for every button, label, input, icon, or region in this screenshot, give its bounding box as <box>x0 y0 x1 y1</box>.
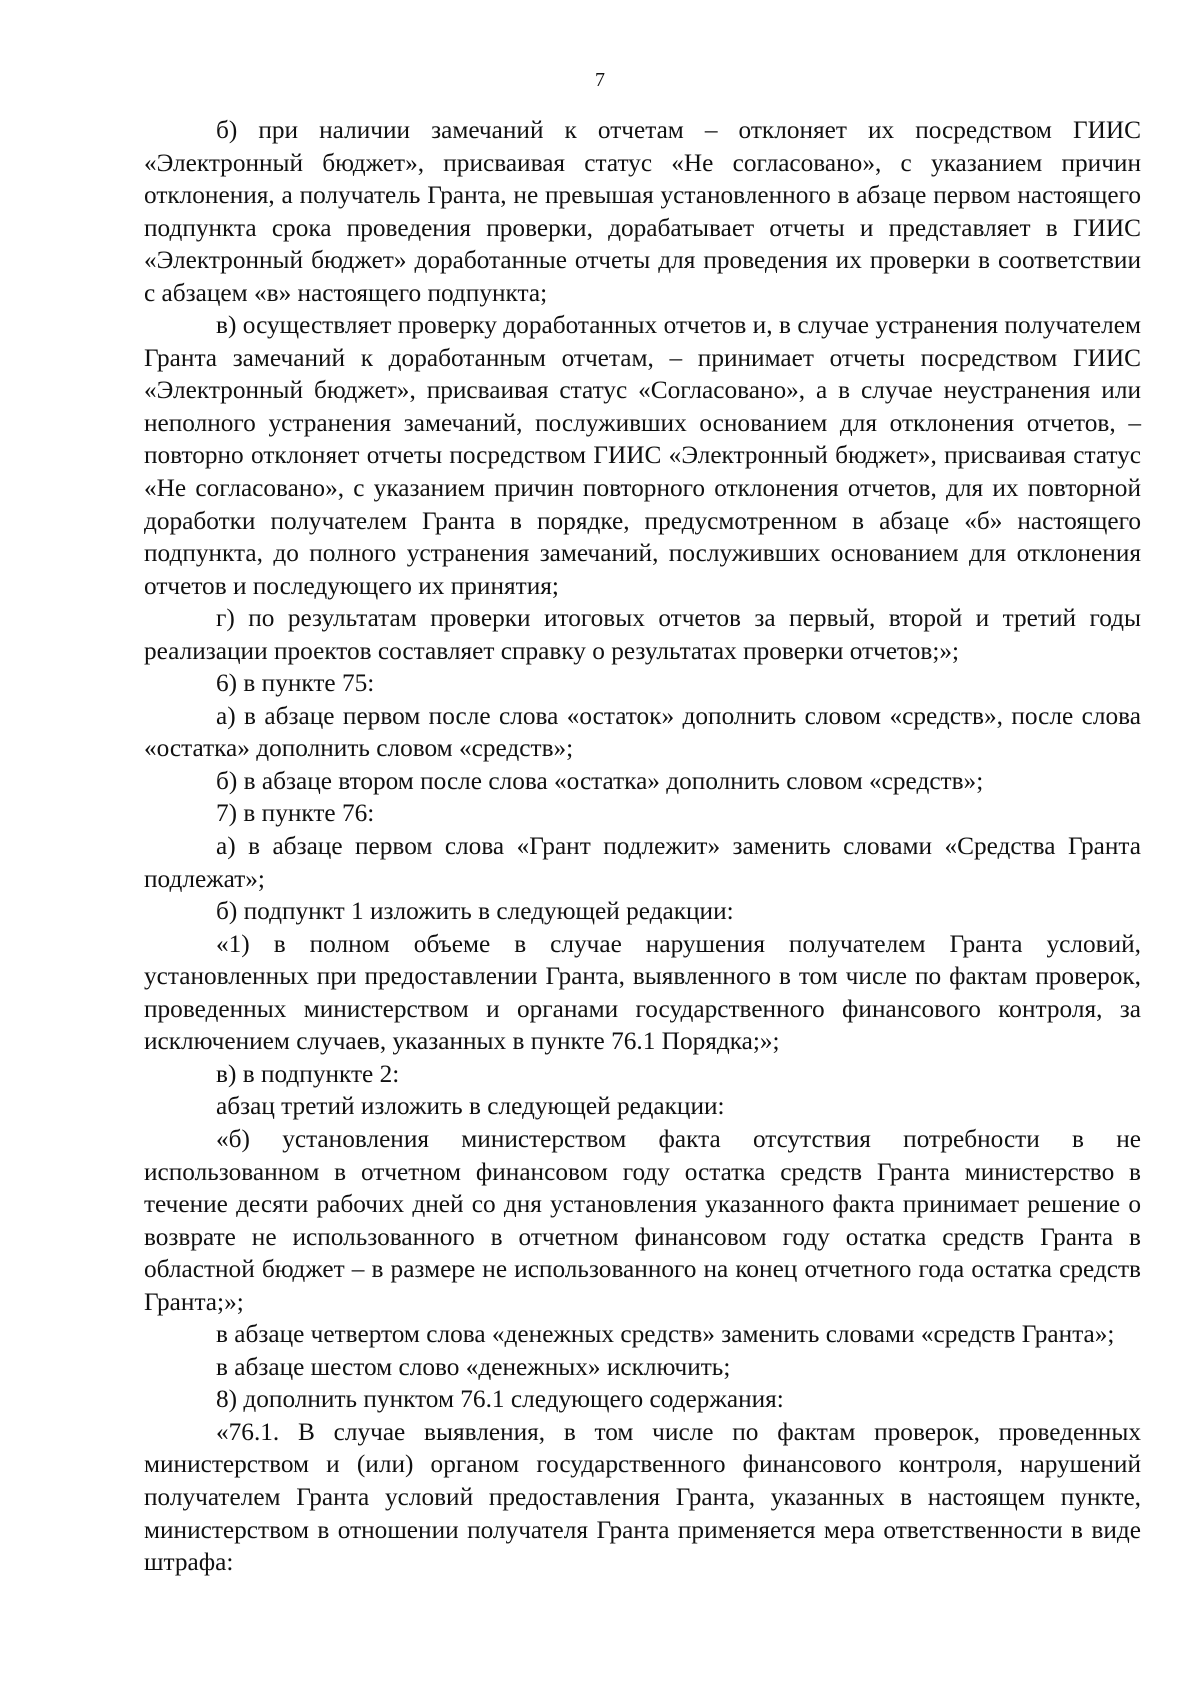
paragraph: в) в подпункте 2: <box>216 1059 400 1088</box>
document-body <box>144 114 1141 1579</box>
paragraph: 7) в пункте 76: <box>216 799 375 828</box>
paragraph: в абзаце шестом слово «денежных» исключить; <box>216 1352 731 1381</box>
paragraph: в абзаце четвертом слова «денежных средств» заменить словами «средств Гранта»; <box>216 1320 1115 1349</box>
paragraph: б) подпункт 1 изложить в следующей редакции: <box>216 897 734 926</box>
paragraph: б) в абзаце втором после слова «остатка» дополнить словом «средств»; <box>216 766 984 795</box>
paragraph: «б) установления министерством факта отсутствия потребности в не использованном в отчетном финансовом году остатка средств Гранта министерство в течение десяти рабочих дней со дня установления указанного факта принимает решение о возврате не использованного в отчетном финансовом году остатка средств Гранта в областной бюджет – в размере не использованного на конец отчетного года остатка средств Гранта;»; <box>144 1124 1141 1316</box>
paragraph: б) при наличии замечаний к отчетам – отклоняет их посредством ГИИС «Электронный бюджет», присваивая статус «Не согласовано», с указанием причин отклонения, а получатель Гранта, не превышая установленного в абзаце первом настоящего подпункта срока проведения проверки, дорабатывает отчеты и представляет в ГИИС «Электронный бюджет» доработанные отчеты для проведения их проверки в соответствии с абзацем «в» настоящего подпункта; <box>144 116 1141 307</box>
paragraph: а) в абзаце первом после слова «остаток» дополнить словом «средств», после слова «остатка» дополнить словом «средств»; <box>144 701 1141 763</box>
paragraph: 8) дополнить пунктом 76.1 следующего содержания: <box>216 1385 784 1414</box>
page-number: 7 <box>595 69 605 91</box>
paragraph: абзац третий изложить в следующей редакции: <box>216 1092 725 1121</box>
paragraph: в) осуществляет проверку доработанных отчетов и, в случае устранения получателем Гранта замечаний к доработанным отчетам, – принимает отчеты посредством ГИИС «Электронный бюджет», присваивая статус «Согласовано», а в случае неустранения или неполного устранения замечаний, послуживших основанием для отклонения отчетов, – повторно отклоняет отчеты посредством ГИИС «Электронный бюджет», присваивая статус «Не согласовано», с указанием причин повторного отклонения отчетов, для их повторной доработки получателем Гранта в порядке, предусмотренном в абзаце «б» настоящего подпункта, до полного устранения замечаний, послуживших основанием для отклонения отчетов и последующего их принятия; <box>144 311 1141 600</box>
paragraph: г) по результатам проверки итоговых отчетов за первый, второй и третий годы реализации проектов составляет справку о результатах проверки отчетов;»; <box>144 604 1141 665</box>
paragraph: 6) в пункте 75: <box>216 669 375 698</box>
paragraph: «1) в полном объеме в случае нарушения получателем Гранта условий, установленных при предоставлении Гранта, выявленного в том числе по фактам проверок, проведенных министерством и органами государственного финансового контроля, за исключением случаев, указанных в пункте 76.1 Порядка;»; <box>144 929 1141 1056</box>
paragraph: а) в абзаце первом слова «Грант подлежит» заменить словами «Средства Гранта подлежат»; <box>144 832 1141 893</box>
paragraph: «76.1. В случае выявления, в том числе по фактам проверок, проведенных министерством и (или) органом государственного финансового контроля, нарушений получателем Гранта условий предоставления Гранта, указанных в настоящем пункте, министерством в отношении получателя Гранта применяется мера ответственности в виде штрафа: <box>144 1417 1141 1577</box>
